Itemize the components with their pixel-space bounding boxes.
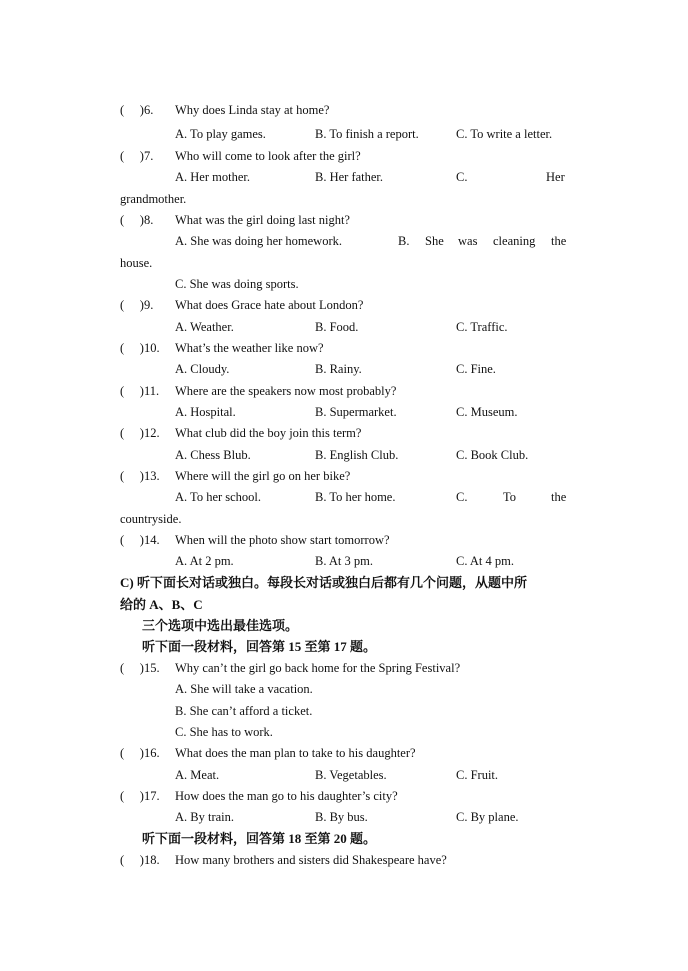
section-instruction: 三个选项中选出最佳选项。 [142, 618, 299, 633]
section-heading: 给的 A、B、C [120, 597, 203, 612]
question-number: ( )14. [120, 533, 160, 547]
question-number: ( )13. [120, 469, 160, 483]
option-b: B. Food. [315, 320, 359, 334]
question-number: ( )11. [120, 384, 160, 398]
option-c-continued: countryside. [120, 512, 182, 526]
option-c: the [551, 490, 567, 504]
option-c: C. Fruit. [456, 768, 499, 782]
section-heading: C) 听下面长对话或独白。每段长对话或独白后都有几个问题，从题中所 [120, 575, 527, 590]
question-text: How does the man go to his daughter’s city? [175, 789, 398, 803]
option-c: C. Traffic. [456, 320, 508, 334]
option-b: cleaning [493, 234, 536, 248]
option-b: B. Supermarket. [315, 405, 397, 419]
option-a: A. Her mother. [175, 170, 250, 184]
question-text: What’s the weather like now? [175, 341, 324, 355]
option-c: C. Fine. [456, 362, 496, 376]
option-a: A. Weather. [175, 320, 234, 334]
option-a: A. Chess Blub. [175, 448, 251, 462]
option-c: C. By plane. [456, 810, 519, 824]
option-b: B. To her home. [315, 490, 396, 504]
option-b: B. [398, 234, 410, 248]
option-c: C. At 4 pm. [456, 554, 514, 568]
option-b: the [551, 234, 567, 248]
option-c: To [503, 490, 517, 504]
question-text: How many brothers and sisters did Shakespeare have? [175, 853, 447, 867]
question-number: ( )12. [120, 426, 160, 440]
option-a: A. To play games. [175, 127, 266, 141]
option-b: B. English Club. [315, 448, 399, 462]
question-number: ( )9. [120, 298, 154, 312]
option-a: A. She will take a vacation. [175, 682, 313, 696]
option-b: B. To finish a report. [315, 127, 419, 141]
option-b: B. Rainy. [315, 362, 362, 376]
question-text: Where will the girl go on her bike? [175, 469, 351, 483]
option-b: She [425, 234, 444, 248]
option-b: B. Vegetables. [315, 768, 387, 782]
question-number: ( )15. [120, 661, 160, 675]
question-text: What does the man plan to take to his daughter? [175, 746, 416, 760]
question-text: What does Grace hate about London? [175, 298, 364, 312]
option-b-continued: house. [120, 256, 153, 270]
option-a: A. Hospital. [175, 405, 236, 419]
option-b: B. She can’t afford a ticket. [175, 704, 313, 718]
option-a: A. She was doing her homework. [175, 234, 342, 248]
option-b: B. By bus. [315, 810, 368, 824]
option-c: C. She was doing sports. [175, 277, 299, 291]
question-number: ( )7. [120, 149, 154, 163]
question-number: ( )17. [120, 789, 160, 803]
option-b: B. At 3 pm. [315, 554, 373, 568]
question-text: Why does Linda stay at home? [175, 103, 330, 117]
question-text: When will the photo show start tomorrow? [175, 533, 390, 547]
question-number: ( )18. [120, 853, 160, 867]
question-number: ( )10. [120, 341, 160, 355]
option-c-continued: grandmother. [120, 192, 187, 206]
option-c: C. [456, 490, 468, 504]
question-number: ( )6. [120, 103, 154, 117]
question-text: What club did the boy join this term? [175, 426, 362, 440]
option-b: was [458, 234, 478, 248]
option-b: B. Her father. [315, 170, 384, 184]
option-c: C. To write a letter. [456, 127, 553, 141]
question-number: ( )16. [120, 746, 160, 760]
material-instruction: 听下面一段材料，回答第 18 至第 20 题。 [142, 831, 377, 846]
option-c: C. [456, 170, 468, 184]
material-instruction: 听下面一段材料，回答第 15 至第 17 题。 [142, 639, 377, 654]
option-c: C. Book Club. [456, 448, 529, 462]
option-a: A. To her school. [175, 490, 262, 504]
question-text: Where are the speakers now most probably? [175, 384, 397, 398]
option-a: A. At 2 pm. [175, 554, 234, 568]
option-a: A. By train. [175, 810, 235, 824]
question-number: ( )8. [120, 213, 154, 227]
option-a: A. Meat. [175, 768, 220, 782]
question-text: What was the girl doing last night? [175, 213, 350, 227]
option-a: A. Cloudy. [175, 362, 230, 376]
option-c: C. She has to work. [175, 725, 273, 739]
option-c: Her [546, 170, 565, 184]
question-text: Who will come to look after the girl? [175, 149, 361, 163]
question-text: Why can’t the girl go back home for the Spring Festival? [175, 661, 461, 675]
option-c: C. Museum. [456, 405, 518, 419]
